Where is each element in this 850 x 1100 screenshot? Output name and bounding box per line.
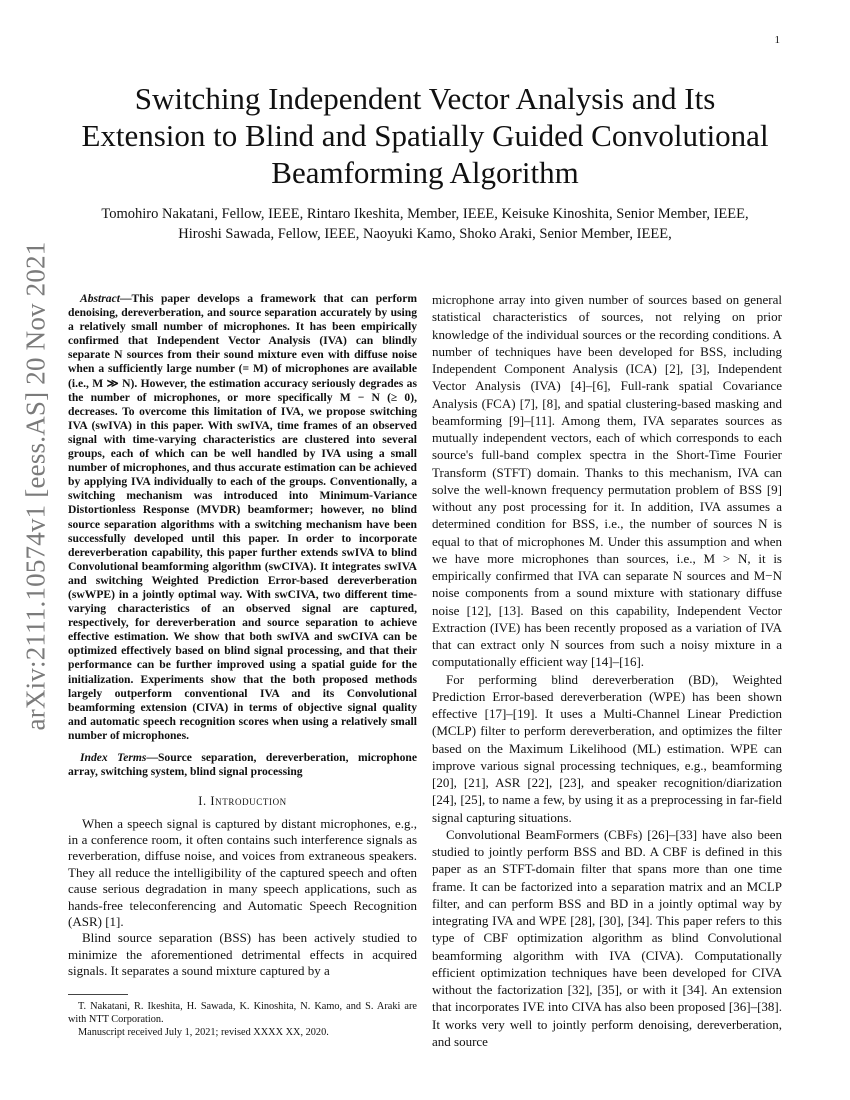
body-paragraph-2: For performing blind dereverberation (BD), Weighted Prediction Error-based dereverberation (WPE) has been shown effective [17]–[19]. It uses a Multi-Channel Linear Prediction (MCLP) filter to perform dereverberation, and optimizes the filter based on the Maximum Likelihood (ML) estimation. WPE can improve various signal processing techniques, e.g., beamforming [20], [21], ASR [22], [23], and speaker recognition/diarization [24], [25], to name a few, by using it as a preprocessing in far-field signal capturing situations. — [432, 671, 782, 825]
authors-line-2: Hiroshi Sawada, Fellow, IEEE, Naoyuki Kamo, Shoko Araki, Senior Member, IEEE, — [178, 226, 672, 242]
page-number: 1 — [774, 34, 780, 46]
arxiv-identifier: arXiv:2111.10574v1 [eess.AS] 20 Nov 2021 — [20, 241, 51, 731]
abstract-label: Abstract — [80, 292, 120, 305]
abstract-text: —This paper develops a framework that can perform denoising, dereverberation, and source separation accurately by using a relatively small number of microphones. It has been empirically confirmed that Independent Vector Analysis (IVA) can blindly separate N sources from their sound mixture even with diffuse noise when a sufficiently large number (= M) of microphones are available (i.e., M ≫ N). However, the estimation accuracy seriously degrades as the number of microphones, or more specifically M − N (≥ 0), decreases. To overcome this limitation of IVA, we propose switching IVA (swIVA) in this paper. With swIVA, time frames of an observed signal with time-varying characteristics are clustered into several groups, each of which can be well handled by IVA using a small number of microphones, and thus accurate estimation can be achieved by applying IVA individually to each of the groups. Conventionally, a switching mechanism was introduced into Minimum-Variance Distortionless Response (MVDR) beamformer; however, no blind source separation algorithms with a switching mechanism have been successfully developed until this paper. In order to incorporate dereverberation capability, this paper further extends swIVA to blind Convolutional beamforming algorithm (swCIVA). It integrates swIVA and switching Weighted Prediction Error-based dereverberation (swWPE) in a jointly optimal way. With swCIVA, two different time-varying characteristics of an observed signal are captured, respectively, for dereverberation and source separation to achieve effective estimation. We show that both swIVA and swCIVA can be optimized effectively based on blind signal processing, and that their performance can be further improved using a spatial guide for the initialization. Experiments show that the both proposed methods largely outperform conventional IVA and its Convolutional beamforming extension (CIVA) in terms of objective signal quality and automatic speech recognition scores when using a relatively small number of microphones. — [68, 292, 417, 742]
author-list — [60, 204, 790, 244]
left-column — [68, 292, 417, 980]
abstract — [68, 292, 417, 743]
paper-title: Switching Independent Vector Analysis and Its Extension to Blind and Spatially Guided Convolutional Beamforming Algorithm — [81, 81, 769, 190]
intro-paragraph-1: When a speech signal is captured by distant microphones, e.g., in a conference room, it often contains such interference signals as reverberation, diffuse noise, and voices from extraneous speakers. They all reduce the intelligibility of the captured speech and often cause serious degradation in many speech applications, such as hands-free teleconferencing and Automatic Speech Recognition (ASR) [1]. — [68, 815, 417, 930]
body-paragraph-3: Convolutional BeamFormers (CBFs) [26]–[33] have also been studied to jointly perform BSS and BD. A CBF is defined in this paper as an STFT-domain filter that spans more than one time frame. It can be factorized into a separation matrix and an MCLP filter, and can perform BSS and BD in a jointly optimal way by integrating IVA and WPE [28], [30], [34]. This paper refers to this type of CBF optimization algorithm as blind Convolutional beamforming algorithm with IVA (CIVA). Computationally efficient optimization techniques have been developed for CIVA without the factorization [32], [35], or with it [34]. An extension that incorporates IVE into CIVA has also been proposed [36]–[38]. It works very well to jointly perform denoising, dereverberation, and source — [432, 826, 782, 1049]
authors-line-1: Tomohiro Nakatani, Fellow, IEEE, Rintaro Ikeshita, Member, IEEE, Keisuke Kinoshita, Senior Member, IEEE, — [101, 206, 749, 222]
footnote-divider — [68, 994, 128, 995]
footnote-affiliation: T. Nakatani, R. Ikeshita, H. Sawada, K. Kinoshita, N. Kamo, and S. Araki are with NTT Corporation. — [68, 1001, 417, 1025]
body-paragraph-1: microphone array into given number of sources based on general statistical characteristics of sources, not relying on prior knowledge of the individual sources or the recording conditions. A number of techniques have been developed for BSS, including Independent Component Analysis (ICA) [2], [3], Independent Vector Analysis (IVA) [4]–[6], Full-rank spatial Covariance Analysis (FCA) [7], [8], and spatial clustering-based masking and beamforming [9]–[11]. Among them, IVA separates sources as mutually independent vectors, each of which corresponds to each source's full-band complex spectra in the Short-Time Fourier Transform (STFT) domain. Thanks to this mechanism, IVA can solve the well-known frequency permutation problem of BSS [9] without any post processing for it. In addition, IVA assumes a determined condition for BSS, i.e., the number of sources N is equal to that of microphones M. Under this assumption and when we have more microphones than sources, i.e., M > N, it is empirically confirmed that IVA can separate N sources and M−N noise components from a sound mixture with stationary diffuse noise [12], [13]. Based on this capability, Independent Vector Extraction (IVE) has been recently proposed as a variation of IVA that can extract only N sources from such a noisy mixture in a computationally efficient way [14]–[16]. — [432, 292, 782, 670]
intro-paragraph-2: Blind source separation (BSS) has been actively studied to minimize the aforementioned detrimental effects in acquired signals. It separates a sound mixture captured by a — [68, 930, 417, 979]
arxiv-side-stamp — [0, 0, 60, 1100]
footnotes — [68, 1000, 417, 1039]
index-terms-text: —Source separation, dereverberation, microphone array, switching system, blind signal processing — [68, 751, 417, 779]
right-column — [432, 291, 782, 1050]
footnote-manuscript: Manuscript received July 1, 2021; revised XXXX XX, 2020. — [78, 1027, 329, 1038]
section-heading-introduction: I. Introduction — [198, 794, 287, 809]
index-terms-label: Index Terms — [80, 751, 147, 764]
index-terms — [68, 751, 417, 779]
